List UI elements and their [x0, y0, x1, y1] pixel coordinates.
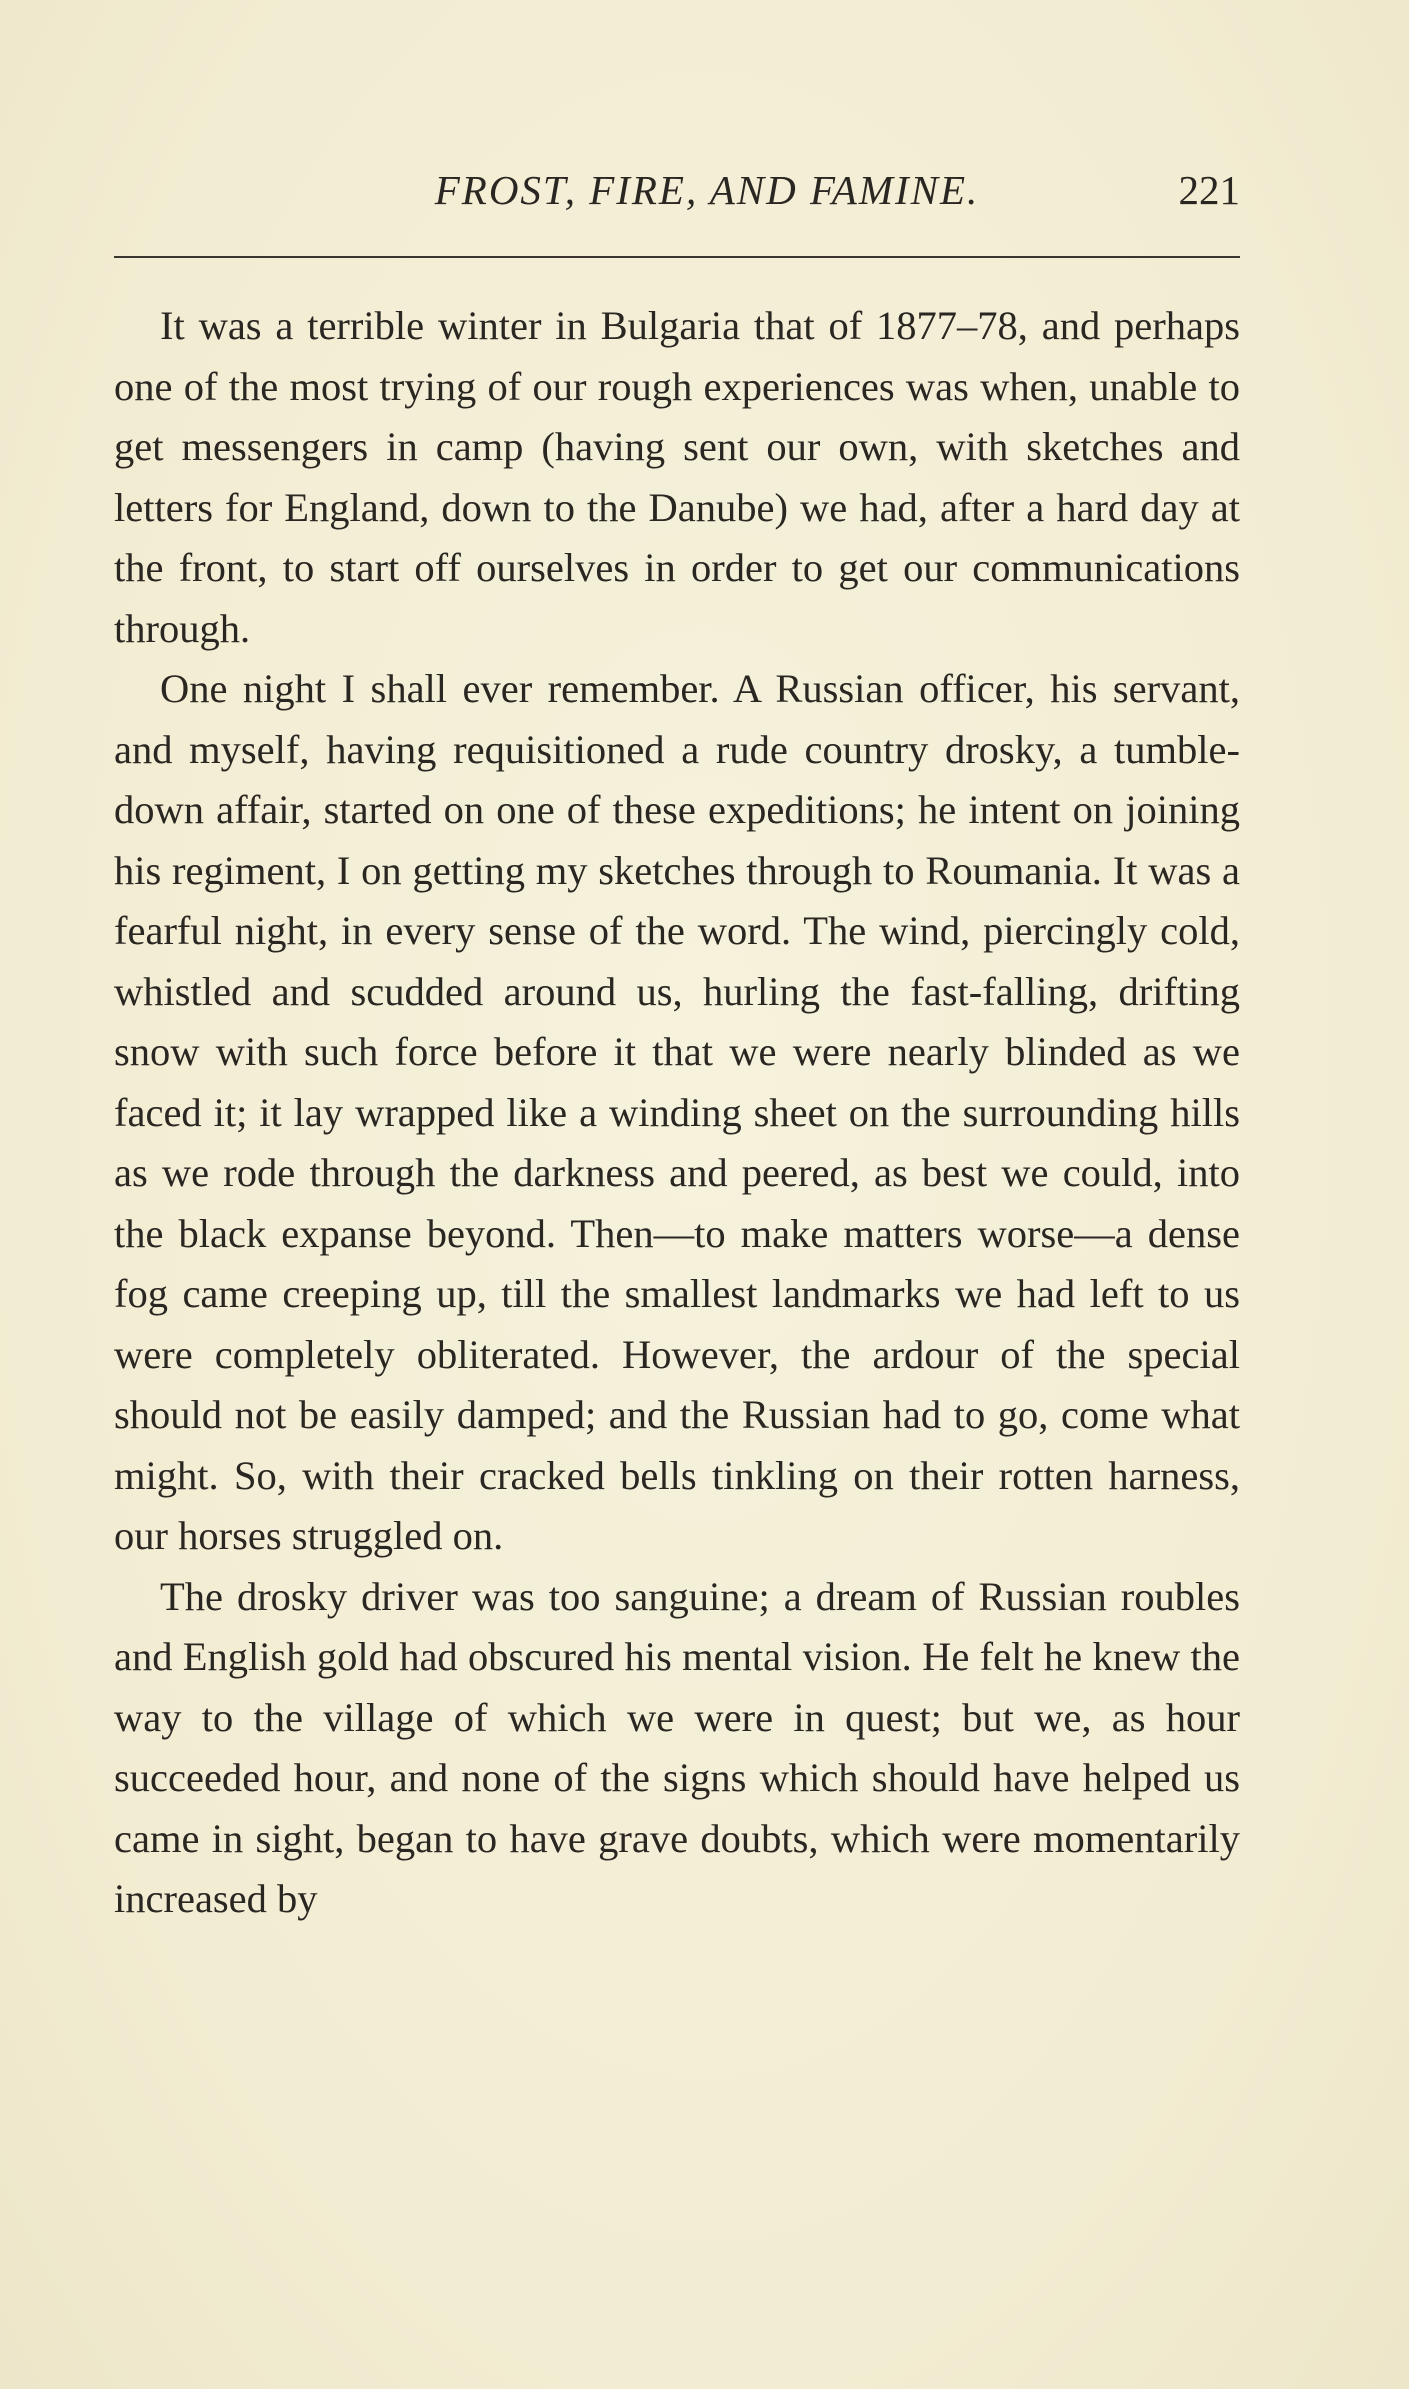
- page-number: 221: [1178, 167, 1240, 213]
- body-text: [114, 296, 1240, 1930]
- header-rule: [114, 256, 1240, 258]
- running-title: FROST, FIRE, AND FAMINE.: [434, 167, 980, 213]
- running-head: [114, 166, 1240, 226]
- paragraph: One night I shall ever remember. A Russian officer, his servant, and myself, having requisitioned a rude country drosky, a tumble-down affair, started on one of these expeditions; he intent on joining his regiment, I on getting my sketches through to Roumania. It was a fearful night, in every sense of the word. The wind, piercingly cold, whistled and scudded around us, hurling the fast-falling, drifting snow with such force before it that we were nearly blinded as we faced it; it lay wrapped like a winding sheet on the surrounding hills as we rode through the darkness and peered, as best we could, into the black expanse beyond. Then—to make matters worse—a dense fog came creeping up, till the smallest landmarks we had left to us were completely obliterated. However, the ardour of the special should not be easily damped; and the Russian had to go, come what might. So, with their cracked bells tinkling on their rotten harness, our horses struggled on.: [114, 666, 1240, 1558]
- paragraph: It was a terrible winter in Bulgaria that of 1877–78, and perhaps one of the most trying of our rough experiences was when, unable to get messengers in camp (having sent our own, with sketches and letters for England, down to the Danube) we had, after a hard day at the front, to start off ourselves in order to get our communications through.: [114, 303, 1240, 651]
- paragraph: The drosky driver was too sanguine; a dream of Russian roubles and English gold had obscured his mental vision. He felt he knew the way to the village of which we were in quest; but we, as hour succeeded hour, and none of the signs which should have helped us came in sight, began to have grave doubts, which were momentarily increased by: [114, 1573, 1240, 1921]
